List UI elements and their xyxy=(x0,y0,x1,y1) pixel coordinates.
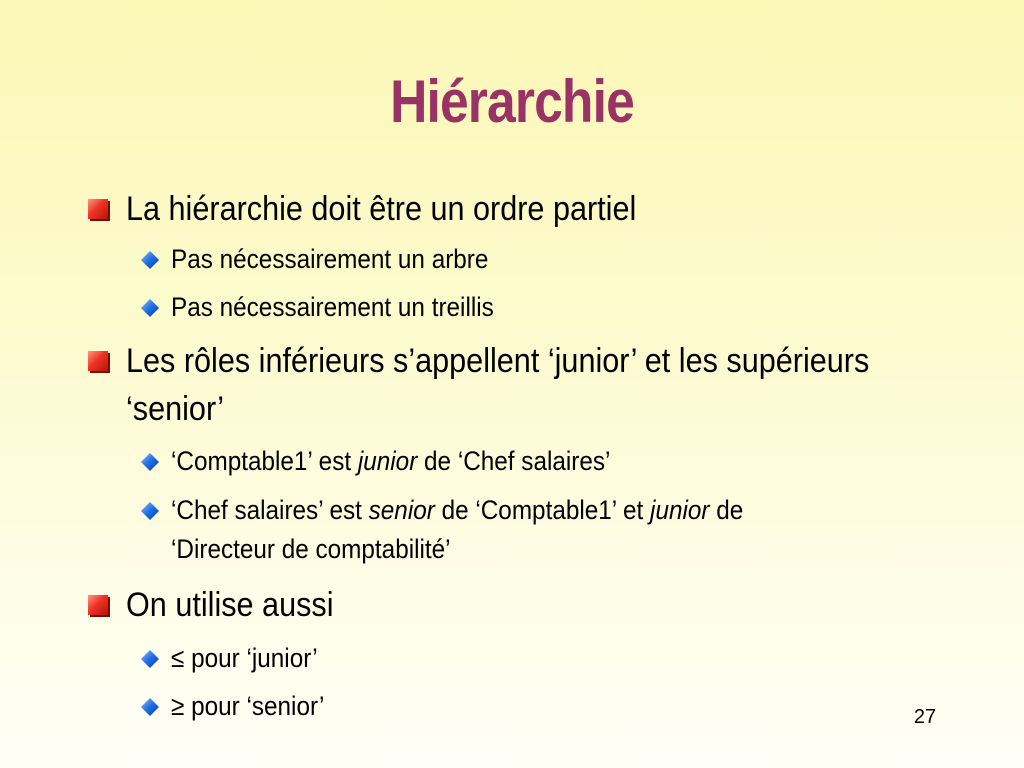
sub-bullet-text: ≤ pour ‘junior’ xyxy=(171,643,318,673)
text-run: de ‘Comptable1’ et xyxy=(434,495,651,525)
blue-diamond-bullet-icon xyxy=(140,298,160,318)
bullet-item xyxy=(126,582,357,628)
sub-bullet-item xyxy=(171,240,524,278)
red-square-bullet-icon xyxy=(88,595,108,615)
bullet-text: Les rôles inférieurs s’appellent ‘junior’ et les supérieurs xyxy=(126,342,870,380)
emphasis-junior: junior xyxy=(357,446,418,476)
sub-bullet-item xyxy=(171,288,530,326)
text-run: ‘Chef salaires’ est xyxy=(171,495,369,525)
sub-bullet-continuation xyxy=(171,530,482,568)
blue-diamond-bullet-icon xyxy=(140,697,160,717)
sub-bullet-item xyxy=(171,639,334,677)
slide-title: Hiérarchie xyxy=(390,68,634,135)
text-run: ‘Comptable1’ est xyxy=(171,446,358,476)
bullet-text: On utilise aussi xyxy=(126,586,334,624)
sub-bullet-text: ≥ pour ‘senior’ xyxy=(171,691,325,721)
sub-bullet-text xyxy=(171,491,743,529)
sub-bullet-text: Pas nécessairement un treillis xyxy=(171,292,494,322)
sub-bullet-item xyxy=(171,491,807,529)
bullet-item xyxy=(126,186,693,232)
red-square-bullet-icon xyxy=(88,351,108,371)
bullet-text: La hiérarchie doit être un ordre partiel xyxy=(126,190,637,228)
sub-bullet-item xyxy=(171,442,659,480)
bullet-continuation xyxy=(126,386,235,432)
blue-diamond-bullet-icon xyxy=(140,649,160,669)
sub-bullet-text xyxy=(171,442,610,480)
sub-bullet-text-line2: ‘Directeur de comptabilité’ xyxy=(171,534,451,564)
blue-diamond-bullet-icon xyxy=(140,250,160,270)
sub-bullet-text: Pas nécessairement un arbre xyxy=(171,244,489,274)
red-square-bullet-icon xyxy=(88,199,108,219)
text-run: de xyxy=(709,495,744,525)
emphasis-senior: senior xyxy=(368,495,435,525)
sub-bullet-item xyxy=(171,687,341,725)
blue-diamond-bullet-icon xyxy=(140,452,160,472)
bullet-item xyxy=(126,338,952,384)
slide-number: 27 xyxy=(913,706,937,728)
emphasis-junior: junior xyxy=(650,495,710,525)
blue-diamond-bullet-icon xyxy=(140,501,160,521)
bullet-text-line2: ‘senior’ xyxy=(126,390,225,428)
text-run: de ‘Chef salaires’ xyxy=(417,446,611,476)
